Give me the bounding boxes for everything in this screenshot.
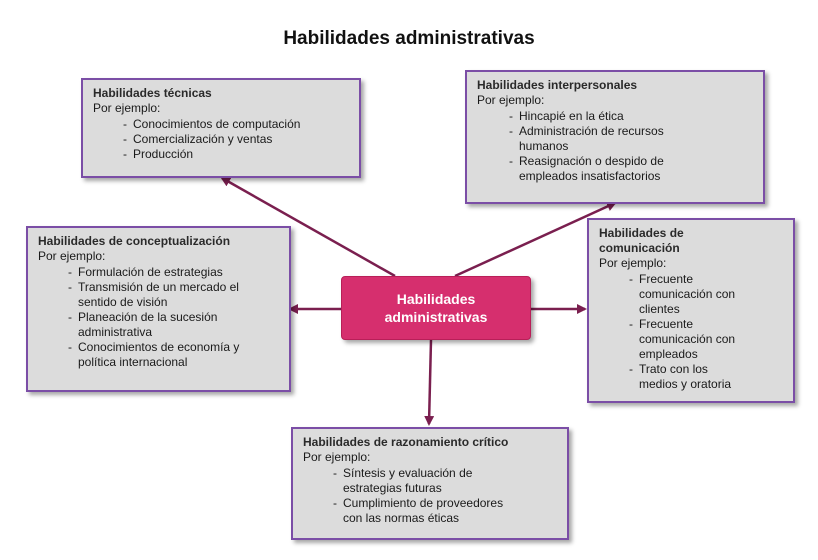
list-item: - Transmisión de un mercado el sentido de visión: [68, 280, 248, 310]
list-item: - Trato con los medios y oratoria: [629, 362, 749, 392]
box-conceptualizacion-heading: Habilidades de conceptualización: [38, 234, 231, 248]
box-tecnicas-example: Por ejemplo:: [93, 101, 161, 115]
box-interpersonales-list: [477, 109, 699, 184]
box-razonamiento-heading: Habilidades de razonamiento crítico: [303, 435, 509, 449]
box-conceptualizacion: [26, 226, 291, 392]
center-node: [341, 276, 531, 340]
box-razonamiento: [291, 427, 569, 540]
list-item: - Síntesis y evaluación de estrategias futuras: [333, 466, 523, 496]
box-razonamiento-example: Por ejemplo:: [303, 450, 371, 464]
list-item: - Frecuente comunicación con empleados: [629, 317, 749, 362]
box-comunicacion-list: [599, 272, 749, 392]
list-item: - Cumplimiento de proveedores con las normas éticas: [333, 496, 523, 526]
list-item: - Conocimientos de economía y política internacional: [68, 340, 248, 370]
box-tecnicas-list: [93, 117, 349, 162]
diagram-title: Habilidades administrativas: [283, 28, 535, 49]
list-item: - Producción: [123, 147, 349, 162]
list-item: - Formulación de estrategias: [68, 265, 248, 280]
box-comunicacion-example: Por ejemplo:: [599, 256, 667, 270]
box-tecnicas-heading: Habilidades técnicas: [93, 86, 212, 100]
box-razonamiento-list: [303, 466, 523, 526]
box-interpersonales: [465, 70, 765, 204]
list-item: - Conocimientos de computación: [123, 117, 349, 132]
box-comunicacion: [587, 218, 795, 403]
box-interpersonales-heading: Habilidades interpersonales: [477, 78, 638, 92]
box-conceptualizacion-list: [38, 265, 248, 370]
center-node-label: Habilidades administrativas: [384, 291, 488, 325]
box-interpersonales-example: Por ejemplo:: [477, 93, 545, 107]
list-item: - Reasignación o despido de empleados insatisfactorios: [509, 154, 699, 184]
list-item: - Administración de recursos humanos: [509, 124, 699, 154]
list-item: - Planeación de la sucesión administrativa: [68, 310, 248, 340]
list-item: - Frecuente comunicación con clientes: [629, 272, 749, 317]
list-item: - Comercialización y ventas: [123, 132, 349, 147]
list-item: - Hincapié en la ética: [509, 109, 699, 124]
box-comunicacion-heading: Habilidades de comunicación: [599, 226, 684, 255]
box-tecnicas: [81, 78, 361, 178]
arrow-to-razonamiento: [429, 340, 431, 424]
box-conceptualizacion-example: Por ejemplo:: [38, 249, 106, 263]
